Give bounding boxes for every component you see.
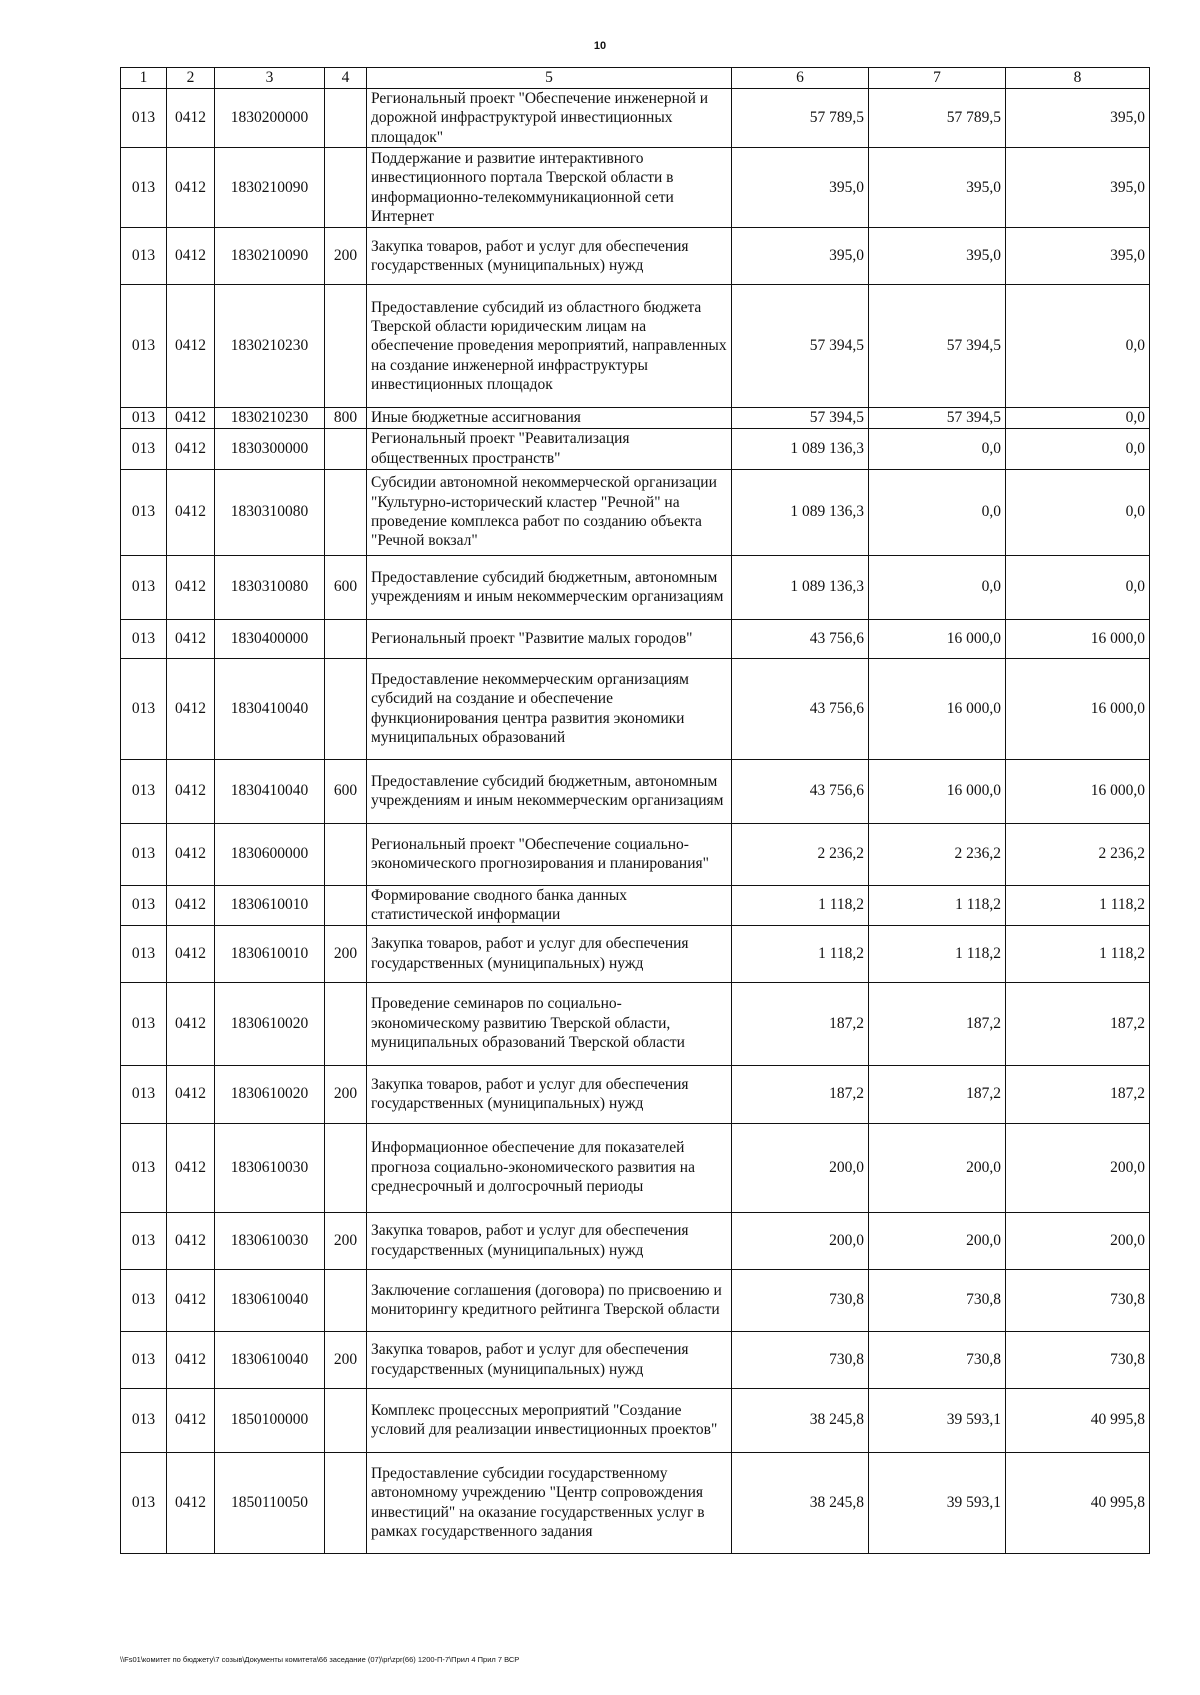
cell-target-article: 1830600000 xyxy=(215,823,325,885)
column-header: 2 xyxy=(167,68,215,89)
cell-target-article: 1830200000 xyxy=(215,89,325,148)
cell-expense-type xyxy=(325,885,367,925)
cell-amount-col6: 43 756,6 xyxy=(732,619,869,658)
cell-target-article: 1830300000 xyxy=(215,428,325,469)
cell-amount-col7: 0,0 xyxy=(869,428,1006,469)
cell-target-article: 1830210230 xyxy=(215,408,325,428)
cell-amount-col7: 57 394,5 xyxy=(869,285,1006,408)
cell-section-code: 0412 xyxy=(167,148,215,228)
cell-description: Региональный проект "Развитие малых городов" xyxy=(367,619,732,658)
cell-description: Закупка товаров, работ и услуг для обеспечения государственных (муниципальных) нужд xyxy=(367,228,732,285)
cell-description: Закупка товаров, работ и услуг для обеспечения государственных (муниципальных) нужд xyxy=(367,1065,732,1123)
cell-target-article: 1830610040 xyxy=(215,1331,325,1388)
cell-amount-col7: 16 000,0 xyxy=(869,619,1006,658)
cell-agency-code: 013 xyxy=(121,469,167,555)
cell-amount-col7: 187,2 xyxy=(869,1065,1006,1123)
cell-description: Комплекс процессных мероприятий "Создание условий для реализации инвестиционных проектов" xyxy=(367,1388,732,1452)
cell-amount-col6: 187,2 xyxy=(732,982,869,1065)
column-header: 7 xyxy=(869,68,1006,89)
cell-target-article: 1830210230 xyxy=(215,285,325,408)
cell-amount-col7: 395,0 xyxy=(869,228,1006,285)
cell-amount-col6: 43 756,6 xyxy=(732,658,869,759)
cell-expense-type xyxy=(325,469,367,555)
cell-amount-col6: 57 394,5 xyxy=(732,285,869,408)
cell-description: Предоставление некоммерческим организациям субсидий на создание и обеспечение функционирования центра развития экономики муниципальных образований xyxy=(367,658,732,759)
cell-agency-code: 013 xyxy=(121,148,167,228)
cell-amount-col8: 0,0 xyxy=(1006,428,1150,469)
table-row xyxy=(121,148,1150,228)
cell-target-article: 1830310080 xyxy=(215,555,325,619)
cell-section-code: 0412 xyxy=(167,885,215,925)
cell-amount-col7: 57 394,5 xyxy=(869,408,1006,428)
table-row xyxy=(121,759,1150,823)
cell-amount-col8: 395,0 xyxy=(1006,148,1150,228)
cell-target-article: 1830610010 xyxy=(215,925,325,982)
cell-agency-code: 013 xyxy=(121,285,167,408)
cell-agency-code: 013 xyxy=(121,408,167,428)
cell-amount-col6: 730,8 xyxy=(732,1269,869,1331)
table-row xyxy=(121,555,1150,619)
budget-table xyxy=(120,67,1150,1554)
cell-expense-type: 200 xyxy=(325,1065,367,1123)
cell-amount-col8: 0,0 xyxy=(1006,469,1150,555)
cell-agency-code: 013 xyxy=(121,1452,167,1553)
cell-amount-col7: 1 118,2 xyxy=(869,885,1006,925)
table-row xyxy=(121,469,1150,555)
cell-section-code: 0412 xyxy=(167,658,215,759)
column-header: 4 xyxy=(325,68,367,89)
cell-expense-type: 600 xyxy=(325,555,367,619)
cell-expense-type xyxy=(325,285,367,408)
cell-amount-col7: 39 593,1 xyxy=(869,1388,1006,1452)
cell-section-code: 0412 xyxy=(167,1388,215,1452)
cell-description: Иные бюджетные ассигнования xyxy=(367,408,732,428)
cell-amount-col7: 200,0 xyxy=(869,1212,1006,1269)
cell-description: Информационное обеспечение для показателей прогноза социально-экономического развития на среднесрочный и долгосрочный периоды xyxy=(367,1123,732,1212)
cell-amount-col6: 395,0 xyxy=(732,148,869,228)
cell-target-article: 1850110050 xyxy=(215,1452,325,1553)
cell-amount-col6: 200,0 xyxy=(732,1123,869,1212)
cell-expense-type: 800 xyxy=(325,408,367,428)
cell-amount-col8: 16 000,0 xyxy=(1006,658,1150,759)
cell-description: Закупка товаров, работ и услуг для обеспечения государственных (муниципальных) нужд xyxy=(367,1331,732,1388)
table-row xyxy=(121,823,1150,885)
cell-target-article: 1830610040 xyxy=(215,1269,325,1331)
cell-section-code: 0412 xyxy=(167,759,215,823)
cell-description: Проведение семинаров по социально-экономическому развитию Тверской области, муниципальных образований Тверской области xyxy=(367,982,732,1065)
table-row xyxy=(121,982,1150,1065)
cell-agency-code: 013 xyxy=(121,89,167,148)
cell-section-code: 0412 xyxy=(167,428,215,469)
cell-expense-type xyxy=(325,619,367,658)
cell-amount-col7: 395,0 xyxy=(869,148,1006,228)
cell-description: Заключение соглашения (договора) по присвоению и мониторингу кредитного рейтинга Тверской области xyxy=(367,1269,732,1331)
cell-amount-col6: 2 236,2 xyxy=(732,823,869,885)
cell-agency-code: 013 xyxy=(121,555,167,619)
cell-agency-code: 013 xyxy=(121,982,167,1065)
cell-amount-col6: 187,2 xyxy=(732,1065,869,1123)
cell-expense-type xyxy=(325,1452,367,1553)
cell-description: Формирование сводного банка данных статистической информации xyxy=(367,885,732,925)
table-row xyxy=(121,1452,1150,1553)
table-row xyxy=(121,1065,1150,1123)
table-row xyxy=(121,885,1150,925)
cell-expense-type xyxy=(325,982,367,1065)
cell-amount-col8: 40 995,8 xyxy=(1006,1452,1150,1553)
cell-amount-col7: 16 000,0 xyxy=(869,759,1006,823)
cell-description: Предоставление субсидий бюджетным, автономным учреждениям и иным некоммерческим организациям xyxy=(367,759,732,823)
cell-agency-code: 013 xyxy=(121,1212,167,1269)
cell-amount-col6: 57 394,5 xyxy=(732,408,869,428)
cell-description: Предоставление субсидии государственному автономному учреждению "Центр сопровождения инвестиций" на оказание государственных услуг в рамках государственного задания xyxy=(367,1452,732,1553)
table-row xyxy=(121,408,1150,428)
cell-amount-col8: 395,0 xyxy=(1006,228,1150,285)
cell-expense-type: 200 xyxy=(325,1331,367,1388)
cell-expense-type: 600 xyxy=(325,759,367,823)
cell-amount-col6: 38 245,8 xyxy=(732,1452,869,1553)
column-header: 3 xyxy=(215,68,325,89)
cell-amount-col7: 187,2 xyxy=(869,982,1006,1065)
cell-section-code: 0412 xyxy=(167,1331,215,1388)
cell-expense-type xyxy=(325,89,367,148)
cell-agency-code: 013 xyxy=(121,619,167,658)
cell-amount-col6: 1 089 136,3 xyxy=(732,555,869,619)
table-row xyxy=(121,228,1150,285)
cell-section-code: 0412 xyxy=(167,285,215,408)
cell-agency-code: 013 xyxy=(121,228,167,285)
cell-description: Закупка товаров, работ и услуг для обеспечения государственных (муниципальных) нужд xyxy=(367,1212,732,1269)
cell-amount-col8: 40 995,8 xyxy=(1006,1388,1150,1452)
column-header: 1 xyxy=(121,68,167,89)
cell-description: Поддержание и развитие интерактивного инвестиционного портала Тверской области в информационно-телекоммуникационной сети Интернет xyxy=(367,148,732,228)
cell-target-article: 1830610020 xyxy=(215,1065,325,1123)
cell-agency-code: 013 xyxy=(121,1123,167,1212)
cell-section-code: 0412 xyxy=(167,555,215,619)
table-header-row xyxy=(121,68,1150,89)
cell-section-code: 0412 xyxy=(167,1123,215,1212)
cell-target-article: 1830610030 xyxy=(215,1123,325,1212)
column-header: 8 xyxy=(1006,68,1150,89)
cell-amount-col8: 16 000,0 xyxy=(1006,619,1150,658)
cell-target-article: 1830610020 xyxy=(215,982,325,1065)
cell-amount-col8: 187,2 xyxy=(1006,982,1150,1065)
cell-agency-code: 013 xyxy=(121,658,167,759)
cell-description: Региональный проект "Реавитализация общественных пространств" xyxy=(367,428,732,469)
cell-agency-code: 013 xyxy=(121,925,167,982)
cell-amount-col8: 395,0 xyxy=(1006,89,1150,148)
cell-amount-col7: 0,0 xyxy=(869,469,1006,555)
cell-expense-type xyxy=(325,148,367,228)
page-number: 10 xyxy=(593,40,607,52)
cell-target-article: 1830410040 xyxy=(215,759,325,823)
cell-agency-code: 013 xyxy=(121,885,167,925)
cell-section-code: 0412 xyxy=(167,982,215,1065)
cell-expense-type xyxy=(325,428,367,469)
cell-amount-col8: 2 236,2 xyxy=(1006,823,1150,885)
table-row xyxy=(121,1269,1150,1331)
cell-target-article: 1830210090 xyxy=(215,148,325,228)
table-row xyxy=(121,285,1150,408)
cell-description: Региональный проект "Обеспечение инженерной и дорожной инфраструктурой инвестиционных площадок" xyxy=(367,89,732,148)
cell-amount-col7: 16 000,0 xyxy=(869,658,1006,759)
table-row xyxy=(121,1331,1150,1388)
cell-agency-code: 013 xyxy=(121,1388,167,1452)
column-header: 5 xyxy=(367,68,732,89)
cell-amount-col8: 0,0 xyxy=(1006,555,1150,619)
cell-target-article: 1830400000 xyxy=(215,619,325,658)
table-body xyxy=(121,89,1150,1554)
cell-amount-col6: 1 118,2 xyxy=(732,885,869,925)
cell-amount-col7: 730,8 xyxy=(869,1269,1006,1331)
cell-amount-col7: 2 236,2 xyxy=(869,823,1006,885)
cell-agency-code: 013 xyxy=(121,1065,167,1123)
cell-expense-type: 200 xyxy=(325,925,367,982)
cell-agency-code: 013 xyxy=(121,823,167,885)
cell-section-code: 0412 xyxy=(167,619,215,658)
cell-description: Предоставление субсидий бюджетным, автономным учреждениям и иным некоммерческим организациям xyxy=(367,555,732,619)
cell-description: Субсидии автономной некоммерческой организации "Культурно-исторический кластер "Речной" на проведение комплекса работ по созданию объекта "Речной вокзал" xyxy=(367,469,732,555)
cell-amount-col6: 1 089 136,3 xyxy=(732,428,869,469)
cell-expense-type xyxy=(325,1123,367,1212)
cell-description: Региональный проект "Обеспечение социально-экономического прогнозирования и планирования" xyxy=(367,823,732,885)
cell-amount-col7: 1 118,2 xyxy=(869,925,1006,982)
cell-amount-col8: 187,2 xyxy=(1006,1065,1150,1123)
table-row xyxy=(121,1212,1150,1269)
cell-amount-col8: 16 000,0 xyxy=(1006,759,1150,823)
cell-amount-col6: 1 118,2 xyxy=(732,925,869,982)
cell-target-article: 1830610010 xyxy=(215,885,325,925)
cell-amount-col6: 730,8 xyxy=(732,1331,869,1388)
cell-target-article: 1830210090 xyxy=(215,228,325,285)
cell-amount-col8: 1 118,2 xyxy=(1006,885,1150,925)
cell-section-code: 0412 xyxy=(167,408,215,428)
cell-amount-col7: 0,0 xyxy=(869,555,1006,619)
cell-section-code: 0412 xyxy=(167,228,215,285)
cell-section-code: 0412 xyxy=(167,1269,215,1331)
cell-amount-col7: 57 789,5 xyxy=(869,89,1006,148)
cell-amount-col7: 730,8 xyxy=(869,1331,1006,1388)
cell-target-article: 1830310080 xyxy=(215,469,325,555)
cell-amount-col7: 200,0 xyxy=(869,1123,1006,1212)
cell-expense-type xyxy=(325,1269,367,1331)
cell-description: Закупка товаров, работ и услуг для обеспечения государственных (муниципальных) нужд xyxy=(367,925,732,982)
table-row xyxy=(121,1388,1150,1452)
cell-section-code: 0412 xyxy=(167,469,215,555)
cell-expense-type xyxy=(325,823,367,885)
cell-section-code: 0412 xyxy=(167,1065,215,1123)
cell-amount-col6: 57 789,5 xyxy=(732,89,869,148)
cell-target-article: 1830610030 xyxy=(215,1212,325,1269)
table-row xyxy=(121,925,1150,982)
cell-agency-code: 013 xyxy=(121,1269,167,1331)
cell-amount-col8: 1 118,2 xyxy=(1006,925,1150,982)
cell-expense-type xyxy=(325,1388,367,1452)
cell-amount-col6: 43 756,6 xyxy=(732,759,869,823)
table-row xyxy=(121,658,1150,759)
cell-amount-col6: 38 245,8 xyxy=(732,1388,869,1452)
footer-file-path: \\Fs01\комитет по бюджету\7 созыв\Документы комитета\66 заседание (07)\pr\zpr(66) 1200-П-7\Прил 4 Прил 7 ВСР xyxy=(120,1655,520,1664)
table-row xyxy=(121,89,1150,148)
cell-amount-col6: 395,0 xyxy=(732,228,869,285)
cell-agency-code: 013 xyxy=(121,759,167,823)
cell-section-code: 0412 xyxy=(167,1452,215,1553)
cell-amount-col6: 200,0 xyxy=(732,1212,869,1269)
cell-section-code: 0412 xyxy=(167,925,215,982)
table-row xyxy=(121,1123,1150,1212)
cell-amount-col8: 0,0 xyxy=(1006,408,1150,428)
cell-target-article: 1830410040 xyxy=(215,658,325,759)
cell-section-code: 0412 xyxy=(167,823,215,885)
cell-amount-col8: 0,0 xyxy=(1006,285,1150,408)
cell-section-code: 0412 xyxy=(167,89,215,148)
cell-agency-code: 013 xyxy=(121,428,167,469)
cell-agency-code: 013 xyxy=(121,1331,167,1388)
table-row xyxy=(121,428,1150,469)
cell-amount-col8: 730,8 xyxy=(1006,1269,1150,1331)
cell-amount-col8: 200,0 xyxy=(1006,1212,1150,1269)
cell-section-code: 0412 xyxy=(167,1212,215,1269)
cell-expense-type xyxy=(325,658,367,759)
cell-amount-col6: 1 089 136,3 xyxy=(732,469,869,555)
column-header: 6 xyxy=(732,68,869,89)
cell-description: Предоставление субсидий из областного бюджета Тверской области юридическим лицам на обеспечение проведения мероприятий, направленных на создание инженерной инфраструктуры инвестиционных площадок xyxy=(367,285,732,408)
cell-amount-col7: 39 593,1 xyxy=(869,1452,1006,1553)
table-row xyxy=(121,619,1150,658)
cell-expense-type: 200 xyxy=(325,1212,367,1269)
cell-amount-col8: 200,0 xyxy=(1006,1123,1150,1212)
cell-amount-col8: 730,8 xyxy=(1006,1331,1150,1388)
cell-target-article: 1850100000 xyxy=(215,1388,325,1452)
cell-expense-type: 200 xyxy=(325,228,367,285)
